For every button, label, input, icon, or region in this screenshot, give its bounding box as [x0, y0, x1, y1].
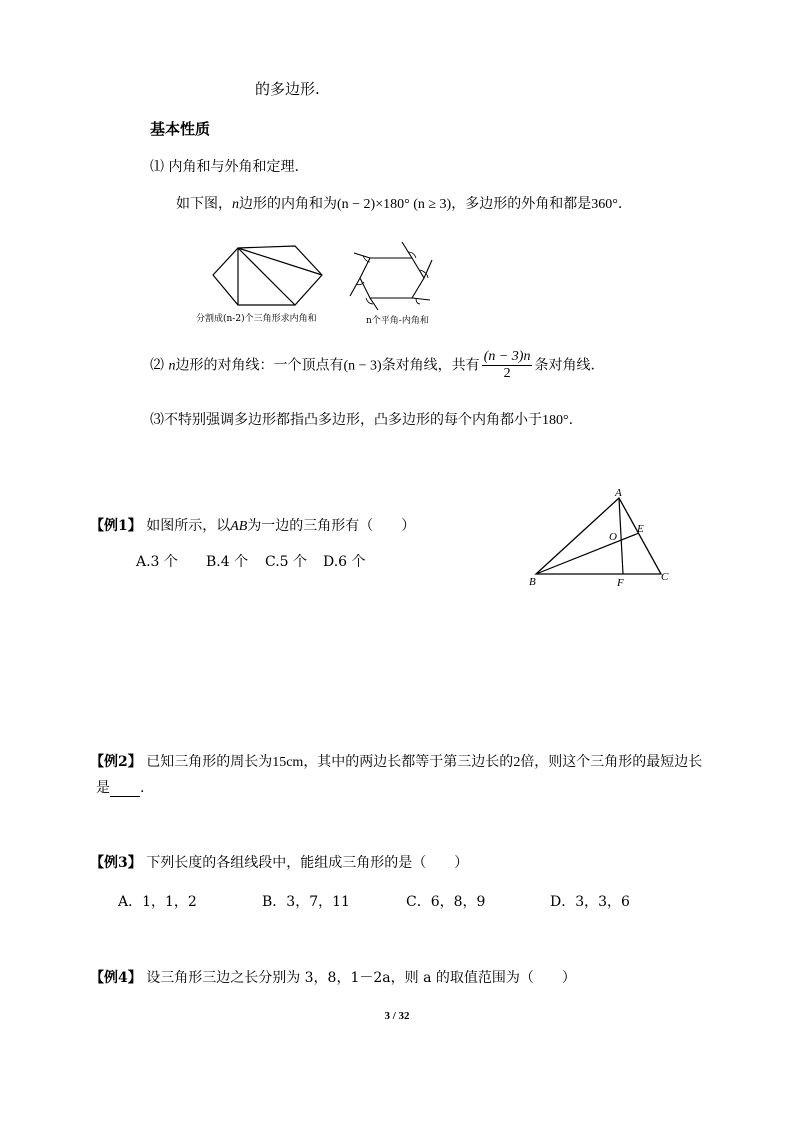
ex2-perimeter: 15cm [272, 755, 304, 770]
ex2-text-a: 已知三角形的周长为 [146, 754, 273, 770]
ex2-text-d: 是 [96, 780, 110, 796]
example-4-question [90, 967, 576, 987]
example-3-option-a[interactable]: A．1，1，2 [118, 894, 197, 910]
ext-line-2 [402, 242, 412, 258]
diagonal-count-fraction [482, 349, 533, 382]
hexagon-triangulation-figure [210, 245, 330, 310]
example-2-question-line2 [96, 777, 144, 797]
p1-n-var: n [232, 197, 239, 212]
p2-text-a: 边形的对角线：一个顶点有 [175, 357, 344, 374]
example-1-label: 【例1】 [90, 518, 142, 534]
p1-text-d: . [617, 196, 623, 212]
example-1-option-d[interactable]: D.6 个 [323, 554, 366, 570]
point-a-label: A [615, 487, 622, 499]
p1-degree: 360° [591, 197, 618, 212]
point-c-label: C [661, 571, 669, 583]
p2-text-b: 条对角线，共有 [381, 357, 480, 374]
segment-be [536, 533, 639, 574]
point-o-label: O [609, 531, 617, 543]
example-1-question [90, 515, 415, 535]
p3-end: . [568, 412, 574, 428]
continuation-line: 的多边形. [255, 80, 320, 98]
property-1-number: ⑴ [150, 159, 164, 175]
ex2-two: 2 [513, 755, 521, 770]
ext-line-4 [412, 298, 430, 300]
example-1-option-b[interactable]: B.4 个 [206, 554, 249, 570]
property-1-text: 内角和与外角和定理. [168, 159, 299, 175]
property-3 [150, 409, 573, 429]
ex3-text: 下列长度的各组线段中，能组成三角形的是（ ） [146, 855, 469, 871]
p1-formula: (n − 2)×180° (n ≥ 3) [337, 197, 452, 212]
ext-line-6 [350, 278, 360, 296]
triangle-abc-figure [525, 488, 685, 588]
section-title: 基本性质 [150, 120, 211, 138]
example-1-option-a[interactable]: A.3 个 [136, 554, 178, 570]
fraction-denominator: 2 [503, 366, 511, 381]
example-3-option-c[interactable]: C．6，8，9 [406, 894, 486, 910]
triangle-abc [536, 498, 661, 574]
ex2-text-c: 倍，则这个三角形的最短边长 [520, 754, 703, 770]
ext-line-3 [424, 260, 432, 278]
p1-text-c: ，多边形的外角和都是 [451, 196, 592, 212]
p2-text-c: 条对角线. [534, 357, 595, 374]
point-f-label: F [617, 577, 624, 589]
example-3-option-b[interactable]: B．3，7，11 [262, 894, 350, 910]
example-4-label: 【例4】 [90, 970, 142, 986]
property-2 [150, 349, 595, 382]
hexagon-outline [213, 246, 322, 305]
property-1-body [176, 193, 622, 213]
example-3-label: 【例3】 [90, 855, 142, 871]
ext-line-1 [354, 253, 370, 258]
example-2-label: 【例2】 [90, 754, 142, 770]
p1-text-a: 如下图， [176, 196, 232, 212]
example-2-question-line1 [90, 751, 702, 771]
p1-text-b: 边形的内角和为 [239, 196, 337, 212]
point-e-label: E [637, 523, 644, 535]
ex1-ab: AB [230, 519, 248, 534]
property-1-heading [150, 156, 299, 176]
p3-text: ⑶不特别强调多边形都指凸多边形，凸多边形的每个内角都小于 [150, 412, 542, 428]
ex2-text-b: ，其中的两边长都等于第三边长的 [303, 754, 514, 770]
point-b-label: B [529, 576, 536, 588]
answer-blank[interactable] [110, 782, 140, 797]
page-number: 3 / 32 [384, 1010, 410, 1022]
ex4-text: 设三角形三边之长分别为 3，8，1－2a，则 a 的取值范围为（ ） [146, 970, 576, 986]
ex1-text-a: 如图所示，以 [146, 518, 231, 534]
fraction-numerator: (n − 3)n [483, 349, 531, 364]
figure-2-caption: n个平角-内角和 [366, 316, 429, 326]
example-3-question [90, 852, 468, 872]
example-1-option-c[interactable]: C.5 个 [265, 554, 308, 570]
p2-n-var: n [168, 358, 176, 374]
example-3-option-d[interactable]: D．3，3，6 [550, 894, 630, 910]
ex2-text-e: . [140, 780, 145, 796]
hexagon-outline-2 [360, 258, 424, 298]
p2-expr: (n − 3) [343, 358, 382, 374]
ex1-text-b: 为一边的三角形有（ ） [247, 518, 416, 534]
figure-1-caption: 分割成(n-2)个三角形求内角和 [196, 314, 317, 324]
exterior-angles-figure [348, 240, 438, 312]
property-2-number: ⑵ [150, 357, 164, 374]
segment-af [619, 498, 623, 574]
p3-degree: 180° [542, 413, 569, 428]
